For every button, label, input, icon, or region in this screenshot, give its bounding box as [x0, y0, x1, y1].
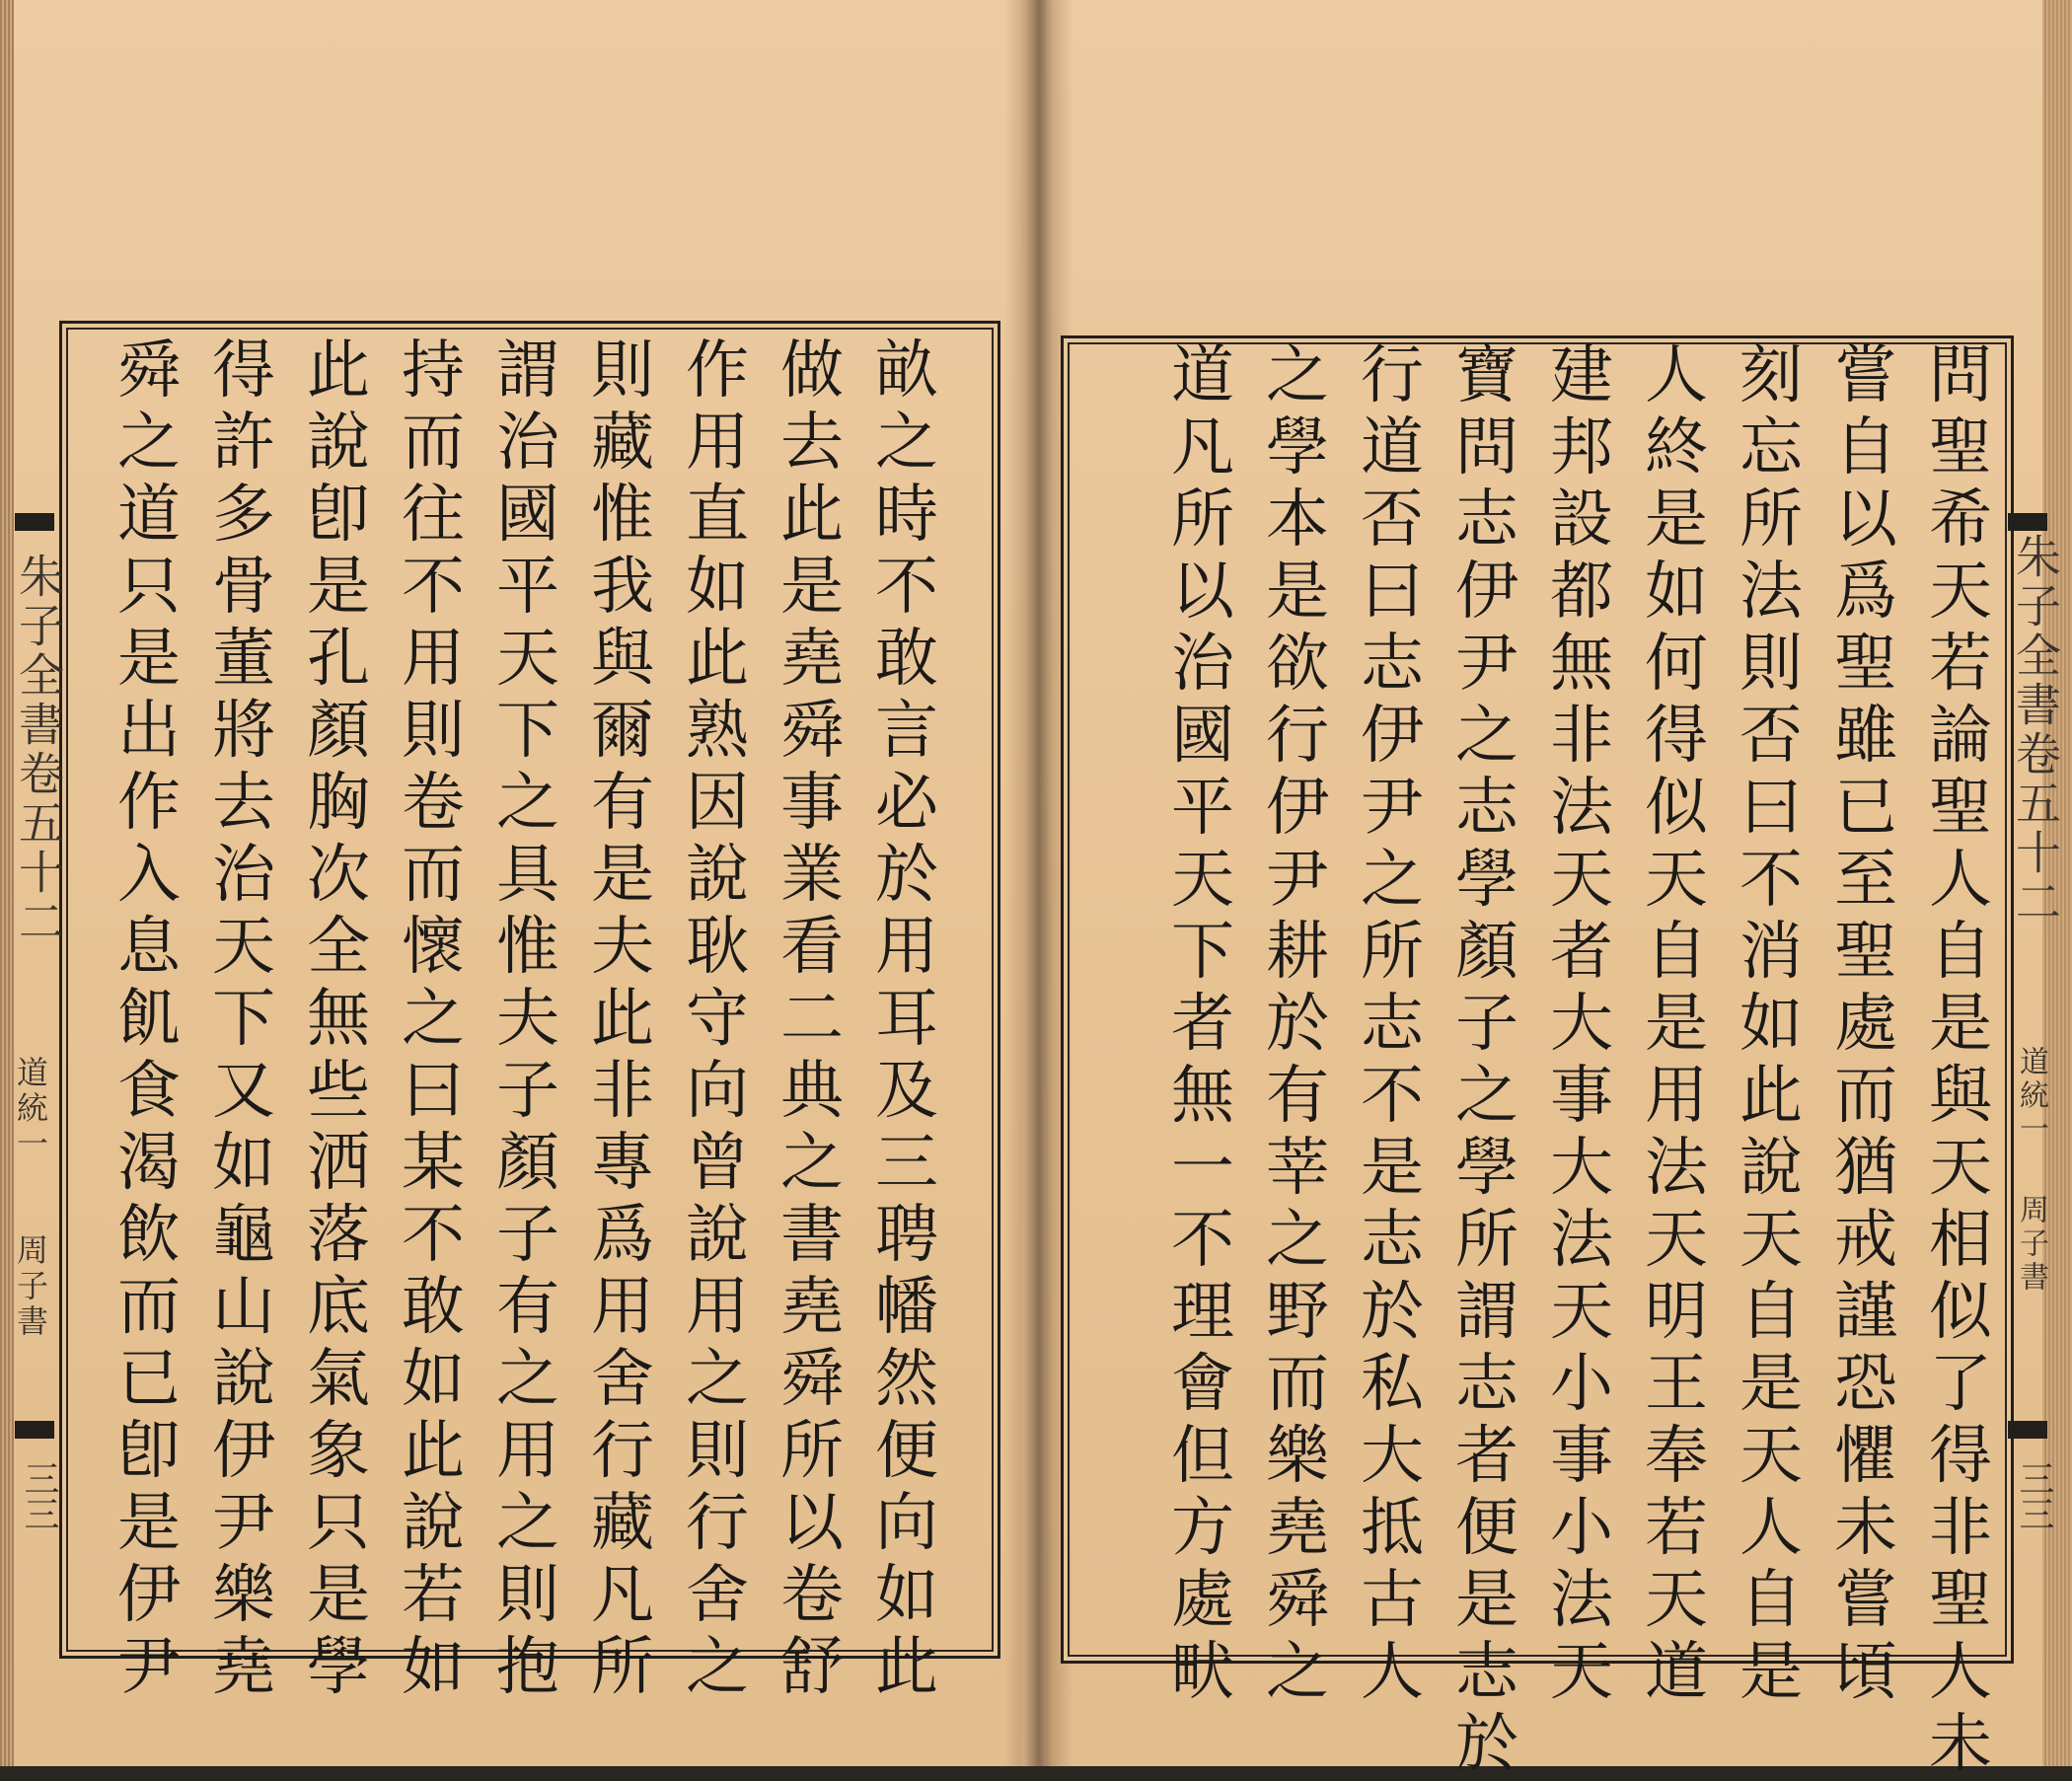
right-margin-section: 道統一: [2014, 1046, 2048, 1147]
right-column: 之 學 本 是 欲 行 伊 尹 耕 於 有 莘 之 野 而 樂 堯 舜 之: [1266, 339, 1329, 1709]
right-column: 嘗 自 以 爲 聖 雖 已 至 聖 處 而 猶 戒 謹 恐 懼 未 嘗 頃: [1834, 339, 1897, 1709]
left-fish-tail-bottom: [15, 1421, 54, 1439]
left-column: 作 用 直 如 此 熟 因 說 耿 守 向 曾 說 用 之 則 行 舍 之: [686, 334, 749, 1704]
left-margin-section: 道統一: [12, 1056, 49, 1162]
right-column: 人 終 是 如 何 得 似 天 自 是 用 法 天 明 王 奉 若 天 道: [1645, 339, 1708, 1709]
left-fish-tail-top: [15, 513, 54, 531]
left-margin-chapter: 周子書: [12, 1233, 49, 1340]
right-column: 問 聖 希 天 若 論 聖 人 自 是 與 天 相 似 了 得 非 聖 人 未: [1929, 339, 1992, 1781]
right-column: 行 道 否 曰 志 伊 尹 之 所 志 不 是 志 於 私 大 抵 古 人: [1361, 339, 1424, 1709]
right-column: 道 凡 所 以 治 國 平 天 下 者 無 一 不 理 會 但 方 處 畎: [1171, 339, 1234, 1709]
left-column: 做 去 此 是 堯 舜 事 業 看 二 典 之 書 堯 舜 所 以 卷 舒: [780, 334, 844, 1704]
right-column: 刻 忘 所 法 則 否 曰 不 消 如 此 說 天 自 是 天 人 自 是: [1739, 339, 1803, 1709]
right-column: 寶 問 志 伊 尹 之 志 學 顏 子 之 學 所 謂 志 者 便 是 志 於: [1455, 339, 1518, 1781]
left-column: 畝 之 時 不 敢 言 必 於 用 耳 及 三 聘 幡 然 便 向 如 此: [875, 334, 938, 1704]
right-margin-chapter: 周子書: [2014, 1194, 2048, 1295]
right-page-number: 三三: [2014, 1460, 2054, 1531]
right-margin-title: 朱子全書卷五十二: [2009, 533, 2062, 928]
left-margin-title: 朱子全書卷五十二: [12, 553, 65, 947]
right-fish-tail-bottom: [2008, 1421, 2047, 1439]
left-column: 得 許 多 骨 董 將 去 治 天 下 又 如 龜 山 說 伊 尹 樂 堯: [212, 334, 275, 1704]
left-column: 此 說 卽 是 孔 顏 胸 次 全 無 些 洒 落 底 氣 象 只 是 學: [307, 334, 370, 1704]
left-column: 持 而 往 不 用 則 卷 而 懷 之 曰 某 不 敢 如 此 說 若 如: [402, 334, 465, 1704]
left-column: 謂 治 國 平 天 下 之 具 惟 夫 子 顏 子 有 之 用 之 則 抱: [496, 334, 559, 1704]
left-column: 舜 之 道 只 是 出 作 入 息 飢 食 渴 飲 而 已 卽 是 伊 尹: [117, 334, 181, 1704]
left-page-number: 三三: [19, 1460, 59, 1531]
right-column: 建 邦 設 都 無 非 法 天 者 大 事 大 法 天 小 事 小 法 天: [1550, 339, 1613, 1709]
left-column: 則 藏 惟 我 與 爾 有 是 夫 此 非 專 爲 用 舍 行 藏 凡 所: [591, 334, 654, 1704]
right-fish-tail-top: [2008, 513, 2047, 531]
